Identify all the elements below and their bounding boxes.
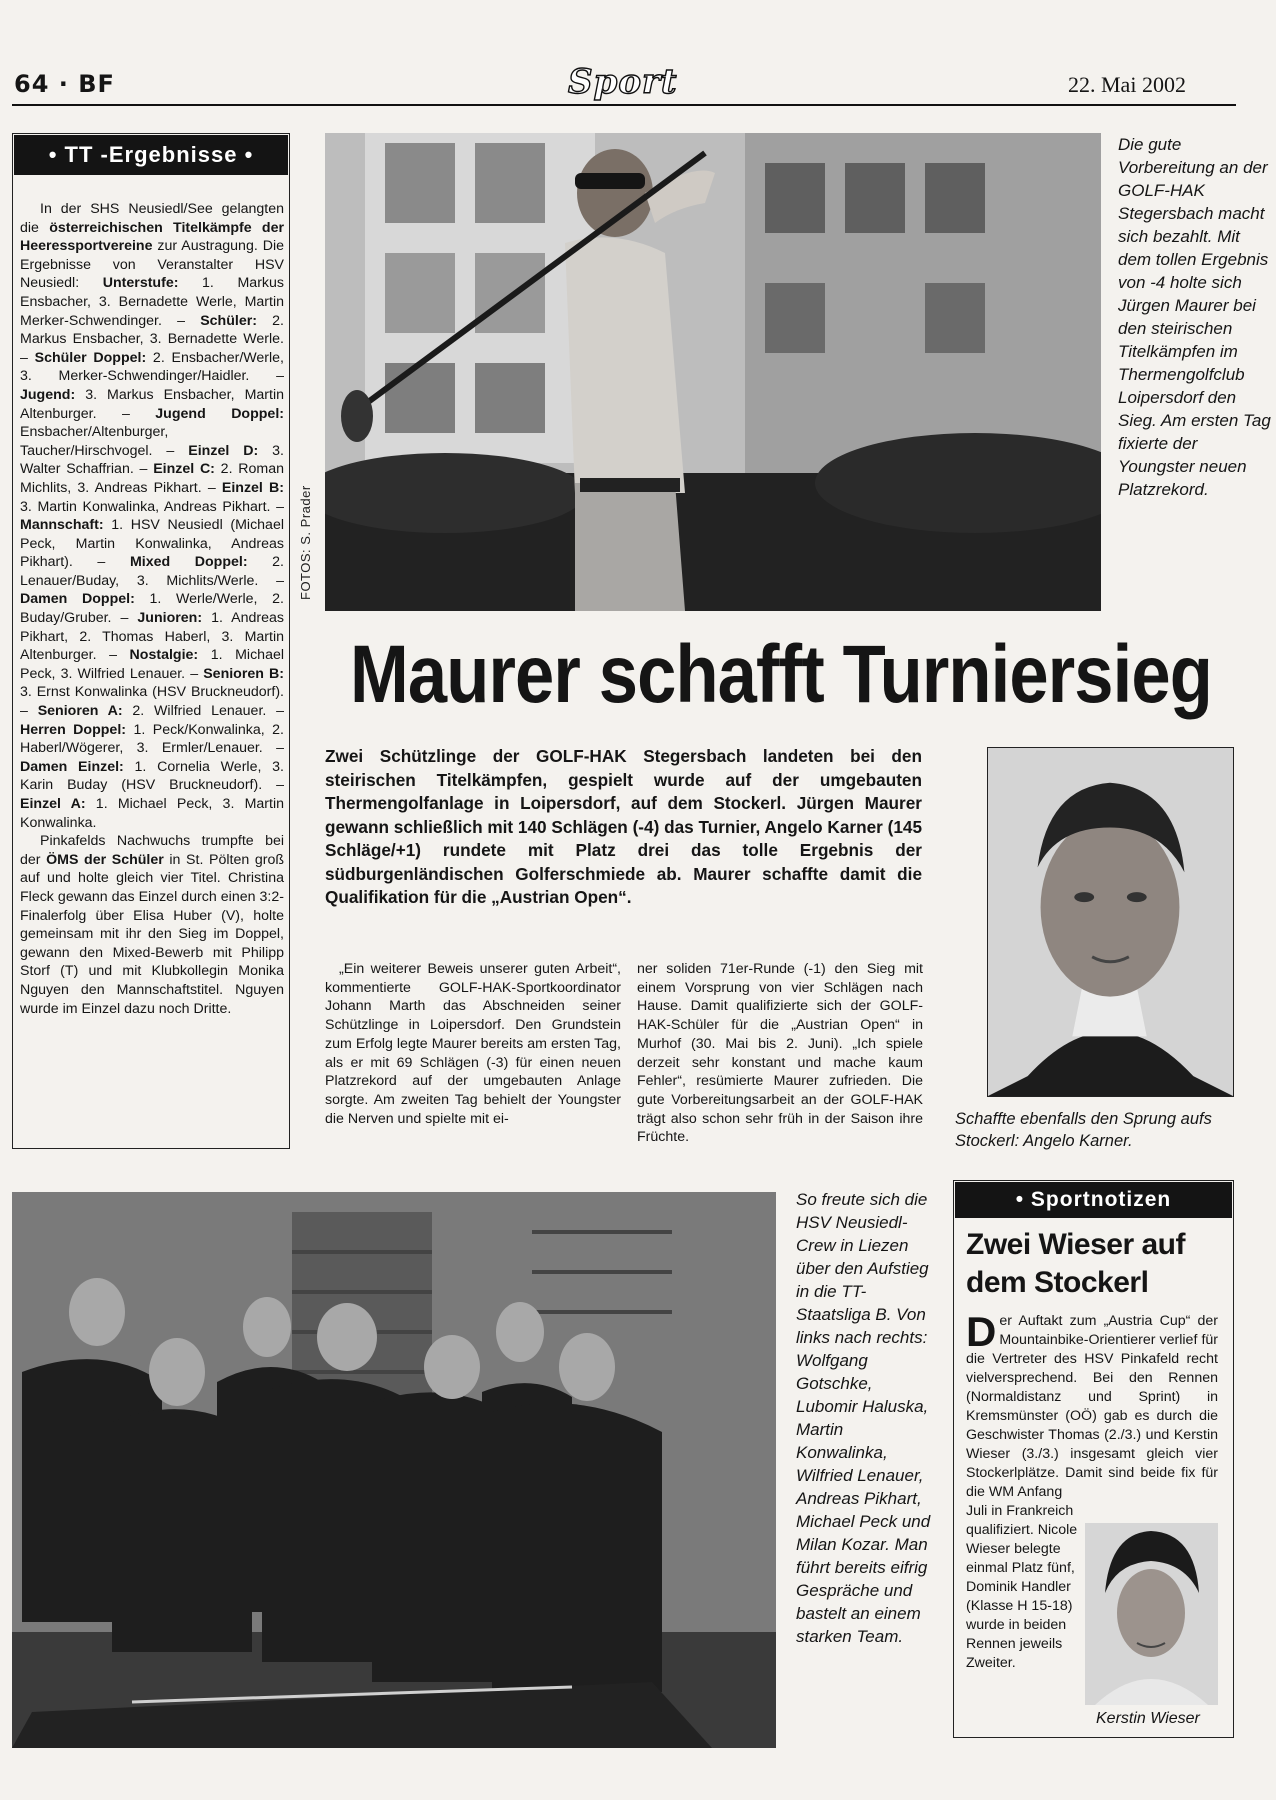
tt-results-entry: 1. Michael Peck, 3. Martin Konwalinka.	[20, 796, 284, 831]
tt-results-entry: In der SHS Neusiedl/See gelangten die	[20, 201, 284, 236]
karner-portrait-photo	[987, 747, 1234, 1097]
tt-results-category: Senioren B:	[203, 665, 284, 682]
tt-results-category: Senioren A:	[37, 703, 123, 720]
tt-results-entry: 2. Lenauer/Buday, 3. Michlits/Werle. –	[20, 554, 285, 589]
tt-results-category: Herren Doppel:	[20, 721, 126, 738]
header-rule	[12, 104, 1236, 106]
tt-results-category: Jugend Doppel:	[155, 405, 284, 422]
tt-results-entry: Ensbacher/Altenburger, Taucher/Hirschvogel. –	[20, 424, 189, 459]
tt-results-paragraph	[20, 200, 284, 832]
tt-results-entry: 1. Cornelia Werle, 3. Karin Buday (HSV Bruckneudorf). –	[20, 758, 284, 794]
tt-results-category: Mannschaft:	[20, 517, 104, 534]
golfer-photo	[325, 133, 1101, 611]
karner-portrait-caption: Schaffte ebenfalls den Sprung aufs Stockerl: Angelo Karner.	[955, 1110, 1212, 1150]
sportnotizen-heading: • Sportnotizen	[955, 1182, 1232, 1218]
tt-results-entry: zur Austragung. Die Ergebnisse von Veranstalter HSV Neusiedl:	[20, 238, 284, 292]
article-column-1	[325, 960, 621, 1128]
tt-results-category: Unterstufe:	[102, 275, 179, 292]
wieser-photo-caption: Kerstin Wieser	[1096, 1710, 1200, 1727]
section-title: Sport	[568, 62, 678, 102]
article-column-2-text: ner soliden 71er-Runde (-1) den Sieg mit einem Vorsprung von vier Schlägen nach Hause. Damit qualifizierte sich der GOLF-HAK-Schüler für die „Austrian Open“ in Murhof (30. Mai bis 2. Juni). „Ich spiele derzeit sehr konstant und mache kaum Fehler“, resümierte Maurer zufrieden. Die gute Vorbereitungsarbeit an der GOLF-HAK trägt also schon sehr früh in der Saison ihre Früchte.	[637, 961, 923, 1146]
tt-results-entry: 1. Michael Peck, 3. Wilfried Lenauer. –	[20, 647, 285, 682]
sportnotizen-text: er Auftakt zum „Austria Cup“ der Mountainbike-Orientierer verlief für die Vertreter des HSV Pinkafeld recht vielversprechend. Bei den Rennen (Normaldistanz und Sprint) in Kremsmünster (OÖ) gab es durch die Geschwister Thomas (2./3.) und Kerstin Wieser (3./3.) insgesamt gleich vier Stockerlplätze. Damit sind beide fix für die WM Anfang	[966, 1313, 1218, 1500]
sportnotizen-text-tail: Juli in Frankreich qualifiziert. Nicole Wieser belegte einmal Platz fünf, Dominik Handler (Klasse H 15-18) wurde in beiden Rennen jeweils Zweiter.	[966, 1503, 1078, 1671]
photo-credit: FOTOS: S. Prader	[298, 485, 313, 600]
tt-results-entry: 2. Markus Ensbacher, 3. Bernadette Werle. –	[20, 312, 284, 366]
team-photo	[12, 1192, 776, 1748]
article-column-2	[637, 960, 923, 1147]
tt-results-category: Mixed Doppel:	[129, 554, 248, 571]
tt-results-category: Einzel D:	[188, 442, 259, 459]
tt-results-entry: 2. Roman Michlits, 3. Andreas Pikhart. –	[20, 461, 284, 496]
tt-results-text	[20, 200, 284, 1018]
tt-results-entry: 1. Markus Ensbacher, 3. Bernadette Werle, Martin Merker-Schwendinger. –	[20, 275, 284, 329]
tt-results-category: Nostalgie:	[129, 647, 199, 664]
tt-results-entry: 3. Ernst Konwalinka (HSV Bruckneudorf). –	[20, 684, 284, 720]
tt-results-entry: 2. Wilfried Lenauer. –	[122, 703, 284, 720]
issue-date: 22. Mai 2002	[1068, 72, 1186, 97]
golfer-photo-caption: Die gute Vorbereitung an der GOLF-HAK Stegersbach macht sich bezahlt. Mit dem tollen Ergebnis von -4 holte sich Jürgen Maurer bei den steirischen Titelkämpfen im Thermengolfclub Loipersdorf den Sieg. Am ersten Tag fixierte der Youngster neuen Platzrekord.	[1118, 135, 1271, 499]
sportnotizen-title: Zwei Wieser auf dem Stockerl	[966, 1228, 1185, 1299]
article-column-1-text: „Ein weiterer Beweis unserer guten Arbeit“, kommentierte GOLF-HAK-Sportkoordinator Johann Marth das Abschneiden seiner Schützlinge in Loipersdorf. Den Grundstein zum Erfolg legte Maurer bereits am ersten Tag, als er mit 69 Schlägen (-3) für einen neuen Platzrekord auf der umgebauten Anlage sorgte. Am zweiten Tag behielt der Youngster die Nerven und spielte mit ei-	[325, 961, 621, 1127]
wieser-portrait-photo	[1085, 1523, 1218, 1705]
tt-results-category: Einzel C:	[153, 461, 215, 478]
tt-results-category: Schüler Doppel:	[34, 349, 147, 366]
article-lead: Zwei Schützlinge der GOLF-HAK Stegersbach landeten bei den steirischen Titelkämpfen, gespielt wurde auf der umgebauten Thermengolfanlage in Loipersdorf, auf dem Stockerl. Jürgen Maurer gewann schließlich mit 140 Schlägen (-4) das Turnier, Angelo Karner (145 Schläge/+1) rundete mit Platz drei das tolle Ergebnis der südburgenländischen Golferschmiede ab. Maurer schaffte damit die Qualifikation für die „Austrian Open“.	[325, 746, 922, 907]
tt-results-category: Damen Einzel:	[20, 758, 124, 775]
page-number: 64 · BF	[14, 70, 115, 98]
tt-results-entry: Pinkafelds Nachwuchs trumpfte bei der	[20, 833, 284, 868]
tt-results-entry: 3. Markus Ensbacher, Martin Altenburger. –	[20, 386, 284, 422]
tt-results-entry: 3. Martin Konwalinka, Andreas Pikhart. –	[20, 498, 284, 515]
tt-results-entry: in St. Pölten groß auf und holte gleich vier Titel. Christina Fleck gewann das Einzel durch einen 3:2-Finalerfolg über Elisa Huber (V), holte gemeinsam mit ihr den Sieg im Doppel, gewann den Mixed-Bewerb mit Philipp Storf (T) und mit Klubkollegin Monika Nguyen den Mannschaftstitel. Nguyen wurde im Einzel dazu noch Dritte.	[20, 851, 284, 1017]
tt-results-category: Schüler:	[200, 312, 257, 329]
tt-results-entry: 1. HSV Neusiedl (Michael Peck, Martin Konwalinka, Andreas Pikhart). –	[20, 517, 284, 571]
tt-results-entry: 1. Andreas Pikhart, 2. Thomas Haberl, 3. Martin Altenburger. –	[20, 610, 284, 664]
tt-results-category: Junioren:	[137, 610, 203, 627]
tt-results-category: Jugend:	[20, 386, 76, 403]
tt-results-entry: 3. Walter Schaffrian. –	[20, 442, 284, 478]
tt-results-entry: 1. Peck/Konwalinka, 2. Haberl/Wögerer, 3. Ermler/Lenauer. –	[20, 721, 284, 757]
tt-results-category: österreichischen Titelkämpfe der Heeressportvereine	[20, 219, 284, 255]
article-headline: Maurer schafft Turniersieg	[350, 629, 1212, 720]
tt-results-category: Einzel B:	[221, 479, 284, 496]
tt-results-heading: • TT -Ergebnisse •	[14, 135, 288, 175]
tt-results-entry: 2. Ensbacher/Werle, 3. Merker-Schwendinger/Haidler. –	[20, 349, 284, 385]
dropcap: D	[966, 1308, 997, 1355]
tt-results-entry: 1. Werle/Werle, 2. Buday/Gruber. –	[20, 591, 284, 627]
tt-results-category: Damen Doppel:	[20, 591, 135, 608]
tt-results-category: ÖMS der Schüler	[46, 851, 164, 868]
tt-results-category: Einzel A:	[20, 796, 86, 812]
team-photo-caption: So freute sich die HSV Neusiedl-Crew in Liezen über den Aufstieg in die TT-Staatsliga B. Von links nach rechts: Wolfgang Gotschke, Lubomir Haluska, Martin Konwalinka, Wilfried Lenauer, Andreas Pikhart, Michael Peck und Milan Kozar. Man führt bereits eifrig Gespräche und bastelt an einem starken Team.	[796, 1190, 931, 1646]
tt-results-paragraph	[20, 832, 284, 1018]
